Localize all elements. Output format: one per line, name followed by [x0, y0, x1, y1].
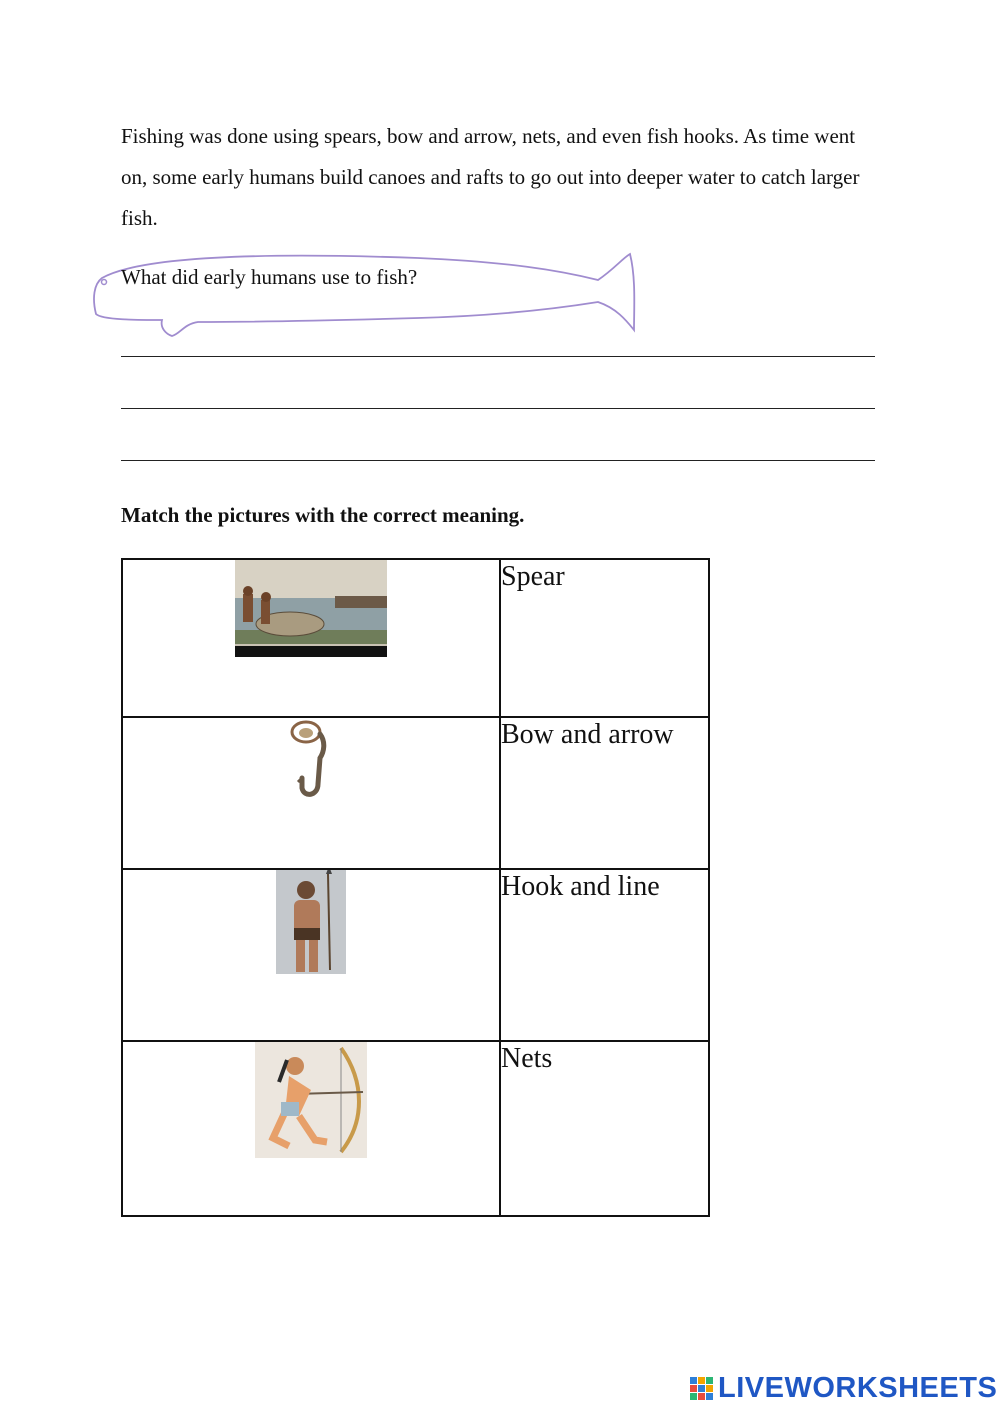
question-text: What did early humans use to fish?	[121, 265, 418, 289]
table-row	[122, 717, 709, 869]
fishing-net-scene-picture	[235, 560, 387, 657]
table-row	[122, 869, 709, 1041]
archer-picture	[255, 1042, 367, 1158]
caveman-with-spear-picture	[276, 870, 346, 974]
match-word: Spear	[500, 559, 709, 717]
answer-line[interactable]	[121, 460, 875, 461]
picture-cell	[122, 869, 500, 1041]
liveworksheets-logo	[690, 1372, 997, 1405]
logo-text: LIVEWORKSHEETS	[718, 1372, 998, 1404]
match-word: Nets	[500, 1041, 709, 1216]
picture-cell	[122, 559, 500, 717]
picture-cell	[122, 717, 500, 869]
match-word: Hook and line	[500, 869, 709, 1041]
passage-text: Fishing was done using spears, bow and arrow, nets, and even fish hooks. As time went on, some early humans build canoes and rafts to go out into deeper water to catch larger fish.	[121, 124, 860, 230]
table-row	[122, 1041, 709, 1216]
instruction-heading: Match the pictures with the correct meaning.	[121, 503, 525, 527]
answer-line[interactable]	[121, 356, 875, 357]
table-row	[122, 559, 709, 717]
answer-line[interactable]	[121, 408, 875, 409]
matching-table	[121, 558, 710, 1217]
fish-hook-picture	[286, 718, 336, 800]
logo-icon	[690, 1377, 714, 1401]
picture-cell	[122, 1041, 500, 1216]
match-word: Bow and arrow	[500, 717, 709, 869]
